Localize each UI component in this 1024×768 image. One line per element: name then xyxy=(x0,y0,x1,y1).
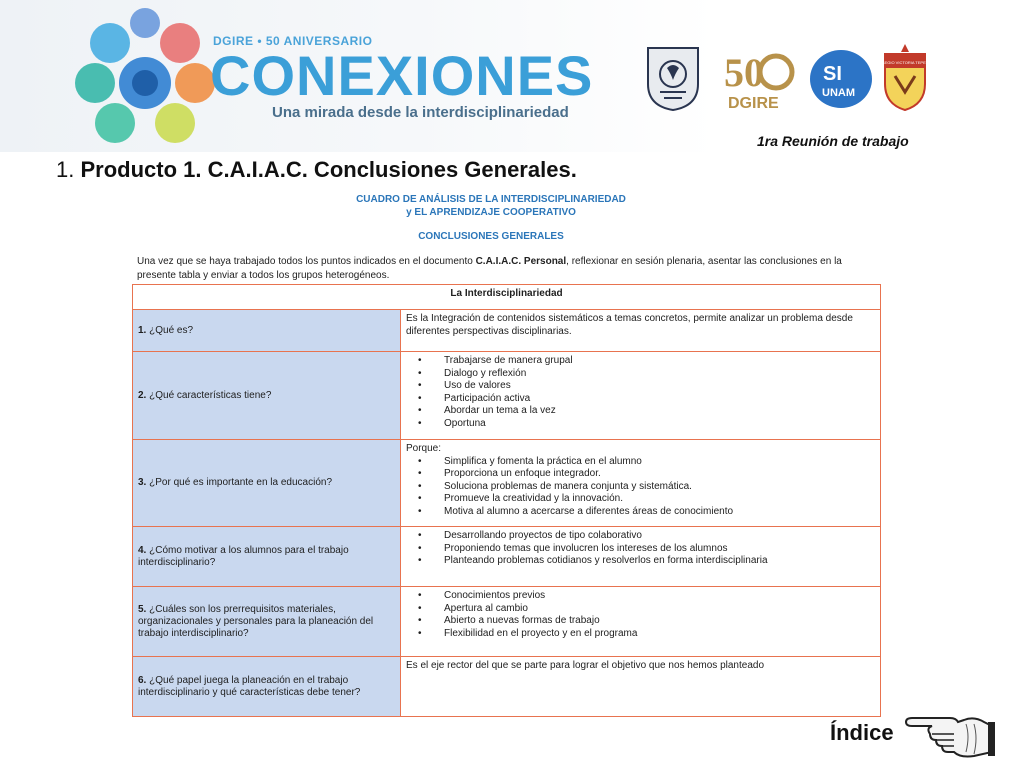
list-item: • Flexibilidad en el proyecto y en el programa xyxy=(444,628,875,641)
banner-title: CONEXIONES xyxy=(210,44,594,107)
pointing-hand-icon[interactable] xyxy=(904,708,996,760)
intro-text-bold: C.A.I.A.C. Personal xyxy=(475,256,567,267)
list-item: • Simplifica y fomenta la práctica en el alumno xyxy=(444,456,875,469)
answer-text: Es la Integración de contenidos sistemáticos a temas concretos, permite analizar un problema desde diferentes perspectivas disciplinarias. xyxy=(406,313,853,337)
slide-title-prefix: 1. xyxy=(56,157,81,182)
answer-lead: Porque: xyxy=(406,443,442,454)
table-title: La Interdisciplinariedad xyxy=(133,285,881,310)
document-heading xyxy=(330,193,652,219)
table-row xyxy=(133,587,881,657)
question-number: 4. xyxy=(138,544,147,556)
answer-cell xyxy=(401,310,881,352)
answer-bullet-list xyxy=(406,456,875,519)
question-number: 5. xyxy=(138,603,147,615)
list-item: • Planteando problemas cotidianos y resolverlos en forma interdisciplinaria xyxy=(444,555,875,568)
question-text: ¿Cómo motivar a los alumnos para el trabajo interdisciplinario? xyxy=(138,544,349,568)
answer-bullet-list xyxy=(406,355,875,431)
crest-text: COLEGIO VICTORIA TEPEYAC xyxy=(876,60,934,65)
list-item: • Dialogo y reflexión xyxy=(444,368,875,381)
conexiones-logo-icon xyxy=(70,8,220,148)
header-banner xyxy=(0,0,1024,152)
banner-tagline: Una mirada desde la interdisciplinariedad xyxy=(272,104,569,121)
list-item: • Participación activa xyxy=(444,393,875,406)
list-item: • Trabajarse de manera grupal xyxy=(444,355,875,368)
list-item: • Motiva al alumno a acercarse a diferentes áreas de conocimiento xyxy=(444,506,875,519)
document-intro xyxy=(137,255,857,283)
question-cell xyxy=(133,587,401,657)
question-number: 3. xyxy=(138,477,147,488)
question-number: 6. xyxy=(138,674,147,686)
slide-title-bold: Producto 1. C.A.I.A.C. Conclusiones Generales. xyxy=(80,157,577,182)
list-item: • Abierto a nuevas formas de trabajo xyxy=(444,615,875,628)
question-cell xyxy=(133,310,401,352)
si-text: SI xyxy=(823,63,842,85)
list-item: • Proporciona un enfoque integrador. xyxy=(444,468,875,481)
question-cell xyxy=(133,352,401,440)
answer-cell xyxy=(401,527,881,587)
answer-cell xyxy=(401,587,881,657)
dgire-50-seal-icon xyxy=(718,44,798,112)
table-header-row xyxy=(133,285,881,310)
banner-subtitle: DGIRE • 50 ANIVERSARIO xyxy=(213,34,373,48)
answer-cell xyxy=(401,440,881,527)
question-text: ¿Qué papel juega la planeación en el trabajo interdisciplinario y qué características debe tener? xyxy=(138,674,361,698)
conclusions-table xyxy=(132,284,881,717)
list-item: • Soluciona problemas de manera conjunta y sistemática. xyxy=(444,481,875,494)
slide-title xyxy=(56,157,577,183)
seal-50-text: DGIRE xyxy=(728,95,779,112)
table-row xyxy=(133,440,881,527)
colegio-crest-icon xyxy=(876,42,934,112)
si-sub: UNAM xyxy=(822,87,855,99)
answer-text: Es el eje rector del que se parte para lograr el objetivo que nos hemos planteado xyxy=(406,660,765,671)
list-item: • Uso de valores xyxy=(444,380,875,393)
list-item: • Promueve la creatividad y la innovación. xyxy=(444,493,875,506)
document-subheading: CONCLUSIONES GENERALES xyxy=(418,231,564,242)
question-number: 2. xyxy=(138,389,147,401)
meeting-label: 1ra Reunión de trabajo xyxy=(757,133,909,149)
answer-bullet-list xyxy=(406,530,875,568)
question-text: ¿Qué es? xyxy=(146,324,194,336)
list-item: • Apertura al cambio xyxy=(444,603,875,616)
table-row xyxy=(133,527,881,587)
question-text: ¿Qué características tiene? xyxy=(146,389,272,401)
question-cell xyxy=(133,657,401,717)
question-text: ¿Cuáles son los prerrequisitos materiales, organizacionales y personales para la planeación del trabajo interdisciplinario? xyxy=(138,603,374,639)
si-unam-logo-icon xyxy=(808,48,874,110)
answer-bullet-list xyxy=(406,590,875,640)
list-item: • Desarrollando proyectos de tipo colaborativo xyxy=(444,530,875,543)
answer-cell xyxy=(401,352,881,440)
document-heading-line2: y EL APRENDIZAJE COOPERATIVO xyxy=(406,207,576,218)
list-item: • Abordar un tema a la vez xyxy=(444,405,875,418)
answer-cell xyxy=(401,657,881,717)
question-text: ¿Por qué es importante en la educación? xyxy=(146,477,333,488)
table-row xyxy=(133,657,881,717)
question-cell xyxy=(133,527,401,587)
list-item: • Conocimientos previos xyxy=(444,590,875,603)
question-number: 1. xyxy=(138,324,147,336)
unam-seal-icon xyxy=(642,44,704,112)
document-heading-line1: CUADRO DE ANÁLISIS DE LA INTERDISCIPLINARIEDAD xyxy=(356,194,626,205)
question-cell xyxy=(133,440,401,527)
list-item: • Oportuna xyxy=(444,418,875,431)
seal-50-number: 50 xyxy=(724,50,764,95)
intro-text-after: , reflexionar en sesión plenaria, asentar las conclusiones en la presente tabla y enviar a todos los grupos heterogéneos. xyxy=(137,256,842,281)
table-row xyxy=(133,310,881,352)
index-link[interactable]: Índice xyxy=(830,720,894,745)
list-item: • Proponiendo temas que involucren los intereses de los alumnos xyxy=(444,543,875,556)
intro-text-before: Una vez que se haya trabajado todos los puntos indicados en el documento xyxy=(137,256,476,267)
table-row xyxy=(133,352,881,440)
